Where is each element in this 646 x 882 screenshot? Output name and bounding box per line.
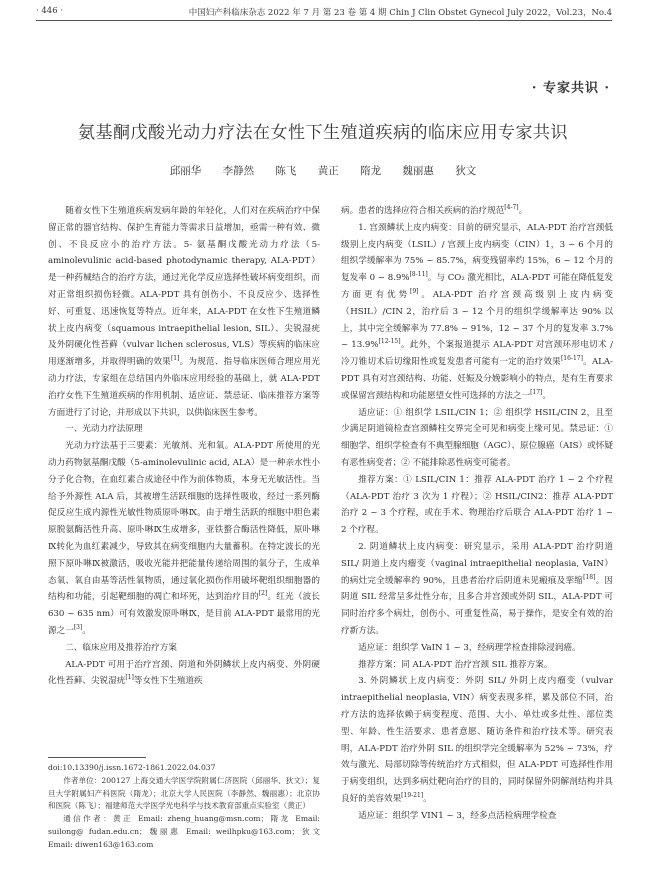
text-run: 推荐方案：① LSIL/CIN 1：推荐 ALA-PDT 治疗 1 ~ 2 个疗程（ALA-PDT 治疗 3 次为 1 疗程）；② HSIL/CIN2：推荐 ALA-PDT 治疗 2 ~ 3 个疗程，或在手术、物理治疗后联合 ALA-PDT 治疗 1 ~ 2 个疗程。 bbox=[341, 474, 613, 536]
body-paragraph bbox=[341, 539, 613, 640]
body-paragraph bbox=[341, 640, 613, 657]
citation-ref[interactable]: [1] bbox=[125, 674, 134, 682]
text-run: 。此外，个案报道提示 ALA-PDT 对宫颈环形电切术 / 冷刀锥切术后切缘阳性或复发患者可能有一定的治疗效果 bbox=[341, 340, 613, 368]
citation-ref[interactable]: [3] bbox=[73, 624, 83, 632]
corresponding-authors: 通信作者：黄正 Email: zheng_huang@msn.com；隋龙 Email: suilong@ fudan.edu.cn；魏丽惠 Email: weilhpku@163.com；狄文 Email: diwen163@163.com bbox=[48, 814, 320, 849]
left-column bbox=[48, 203, 320, 690]
footnote-rule bbox=[48, 757, 146, 758]
text-run: 。 bbox=[423, 793, 432, 804]
citation-ref[interactable]: [12-15] bbox=[378, 338, 401, 346]
text-run: 。红光（波长 630 ~ 635 nm）可有效激发原卟啉Ⅸ，是目前 ALA-PDT 最常用的光源之一 bbox=[48, 592, 320, 636]
citation-ref[interactable]: [16-17] bbox=[560, 355, 583, 363]
body-paragraph bbox=[48, 203, 320, 421]
text-run: 适应证：① 组织学 LSIL/CIN 1；② 组织学 HSIL/CIN 2，且至少满足阴道镜检查宫颈鳞柱交界完全可见和病变上缘可见。禁忌证：① 细胞学、组织学检查有不典型腺细胞（AGC）、原位腺癌（AIS）或怀疑有恶性病变者；② 不能排除恶性病变可能者。 bbox=[341, 407, 613, 468]
body-paragraph bbox=[341, 220, 613, 405]
right-column bbox=[341, 203, 613, 824]
text-run: 。与 CO₂ 激光相比，ALA-PDT 可能在降低复发方面更有优势 bbox=[341, 273, 613, 300]
header-rule bbox=[36, 20, 612, 21]
text-run: 光动力疗法基于三要素：光敏剂、光和氧。ALA-PDT 所使用的光动力药物氨基酮戊酸（5-aminolevulinic acid, ALA）是一种亲水性小分子化合物，在血红素合成途径中作为前体物质，本身无光敏活性。当给予外源性 ALA 后，其被增生活跃细胞的选择性吸收，经过一系列酶促反应生成内源性光敏性物质原卟啉Ⅸ。由于增生活跃的细胞中胆色素原脱氨酶活性升高、原卟啉Ⅸ生成增多，亚铁螯合酶活性降低，原卟啉Ⅸ转化为血红素减少，导致其在病变细胞内大量蓄积。在特定波长的光照下原卟啉Ⅸ被激活，吸收光能并把能量传递给周围的氧分子，生成单态氧、氧自由基等活性氧物质，通过氧化损伤作用破坏靶组织细胞器的结构和功能，引起靶细胞的凋亡和坏死，达到治疗目的 bbox=[48, 441, 320, 603]
text-run: 。 bbox=[82, 625, 91, 636]
section-heading bbox=[48, 640, 320, 657]
text-run: 。ALA-PDT 具有对宫颈结构、功能、妊娠及分娩影响小的特点，是有生育要求或保留宫颈结构和功能愿望女性可选择的方法之一 bbox=[341, 357, 613, 401]
body-paragraph bbox=[341, 808, 613, 825]
text-run: 一、光动力疗法原理 bbox=[65, 424, 143, 435]
citation-ref[interactable]: [2] bbox=[258, 590, 268, 598]
text-run: 3. 外阴鳞状上皮内病变：外阴 SIL/ 外阴上皮内瘤变（vulvar intraepithelial neoplasia, VIN）病变表现多样，累及部位不同，治疗方法的选择依赖于病变程度、范围、大小、单灶或多灶性、部位类型、年龄、性生活要求、患者意愿、随访条件和治疗技术等。研究表明，ALA-PDT 治疗外阴 SIL 的组织学完全缓解率为 52% ~ 73%，疗效与激光、局部切除等传统治疗方式相似，但 ALA-PDT 可选择性作用于病变组织，达到多病灶靶向治疗的目的，同时保留外阴解剖结构并具良好的美容效果 bbox=[341, 676, 613, 804]
citation-ref[interactable]: [9] bbox=[409, 288, 419, 296]
text-run: 推荐方案：同 ALA-PDT 治疗宫颈 SIL 推荐方案。 bbox=[358, 659, 553, 670]
body-paragraph bbox=[341, 657, 613, 674]
citation-ref[interactable]: [19-21] bbox=[401, 792, 424, 800]
body-paragraph bbox=[48, 438, 320, 640]
page-number: · 446 · bbox=[36, 6, 64, 16]
text-run: 。 bbox=[542, 390, 552, 401]
text-run: ALA-PDT 可用于治疗宫颈、阴道和外阴鳞状上皮内病变、外阴硬化性苔藓、尖锐湿疣 bbox=[48, 659, 320, 687]
citation-ref[interactable]: [17] bbox=[530, 388, 543, 396]
text-run: 2. 阴道鳞状上皮内病变：研究显示，采用 ALA-PDT 治疗阴道 SIL/ 阴道上皮内瘤变（vaginal intraepithelial neoplasia, VaIN）的病灶完全缓解率约 90%，且患者治疗后阴道未见瘢痕及挛缩 bbox=[341, 541, 613, 586]
journal-citation: 中国妇产科临床杂志 2022 年 7 月 第 23 卷 第 4 期 Chin J Clin Obstet Gynecol July 2022，Vol.23，No.4 bbox=[188, 8, 612, 18]
text-run: 二、临床应用及推荐治疗方案 bbox=[65, 642, 177, 653]
body-paragraph bbox=[341, 405, 613, 472]
section-heading bbox=[48, 421, 320, 438]
text-run: 等女性下生殖道疾 bbox=[133, 676, 203, 687]
text-run: 。ALA-PDT 治疗宫颈高级别上皮内病变（HSIL）/CIN 2，治疗后 3 ~ 12 个月的组织学缓解率达 90% 以上，其中完全缓解率为 77.8% ~ 91%，12 ~ 37 个月的复发率 3.7% ~ 13.9% bbox=[341, 289, 613, 351]
text-run: 随着女性下生殖道疾病发病年龄的年轻化，人们对在疾病治疗中保留正常的器官结构、保护生育能力等需求日益增加，亟需一种有效、微创、不良反应小的治疗方法。5- 氨基酮戊酸光动力疗法（5-aminolevulinic acid-based photodynamic therapy, ALA-PDT）是一种药械结合的治疗方法，通过光化学反应选择性破坏病变组织，而对正常组织损伤轻微。ALA-PDT 具有创伤小、不良反应少、选择性好、可重复、迅速恢复等特点。近年来，ALA-PDT 在女性下生殖道鳞状上皮内病变（squamous intraepithelial lesion, SIL）、尖锐湿疣及外阴硬化性苔藓（vulvar lichen sclerosus, VLS）等疾病的临床应用逐渐增多，并取得明确的效果 bbox=[48, 206, 320, 368]
text-run: 适应证：组织学 VaIN 1 ~ 3，经病理学检查排除浸润癌。 bbox=[358, 642, 581, 653]
text-run: 。为规范、指导临床医师合理应用光动力疗法，专家组在总结国内外临床应用经验的基础上，就 ALA-PDT 治疗女性下生殖道疾病的作用机制、适应证、禁忌证、临床推荐方案等方面进行了讨论，并形成以下共识，以供临床医生参考。 bbox=[48, 357, 320, 418]
body-paragraph bbox=[341, 203, 613, 220]
column-tag: · 专家共识 · bbox=[531, 81, 610, 96]
body-paragraph bbox=[341, 472, 613, 539]
citation-ref[interactable]: [8-11] bbox=[409, 271, 428, 279]
author-list: 邱丽华 李静然 陈飞 黄正 隋龙 魏丽惠 狄文 bbox=[169, 165, 477, 177]
body-paragraph bbox=[341, 673, 613, 807]
article-title: 氨基酮戊酸光动力疗法在女性下生殖道疾病的临床应用专家共识 bbox=[78, 123, 568, 143]
author-affiliations: 作者单位：200127 上海交通大学医学院附属仁济医院（邱丽华、狄文）；复旦大学附属妇产科医院（隋龙）；北京大学人民医院（李静然、魏丽惠）；北京协和医院（陈飞）；福建师范大学医学光电科学与技术教育部重点实验室（黄正） bbox=[48, 775, 320, 811]
text-run: 。 bbox=[518, 206, 528, 216]
doi[interactable]: doi:10.13390/j.issn.1672-1861.2022.04.037 bbox=[48, 763, 216, 772]
citation-ref[interactable]: [4-7] bbox=[504, 204, 519, 212]
footnote bbox=[48, 757, 320, 852]
text-run: 病。患者的选择应符合相关疾病的治疗规范 bbox=[341, 206, 505, 216]
body-paragraph bbox=[48, 657, 320, 691]
text-run: 适应证：组织学 VIN1 ~ 3，经多点活检病理学检查 bbox=[358, 810, 557, 821]
citation-ref[interactable]: [18] bbox=[583, 573, 596, 581]
text-run: 。因阴道 SIL 经常呈多灶性分布，且多合并宫颈或外阴 SIL，ALA-PDT 可同时治疗多个病灶，创伤小、可重复性高，易于操作，是安全有效的治疗新方法。 bbox=[341, 575, 613, 636]
citation-ref[interactable]: [1] bbox=[170, 355, 180, 363]
text-run: 1. 宫颈鳞状上皮内病变：目前的研究显示，ALA-PDT 治疗宫颈低级别上皮内病变（LSIL）/ 宫颈上皮内病变（CIN）1，3 ~ 6 个月的组织学缓解率为 75% ~ 85.7%，病变残留率约 15%，6 ~ 12 个月的复发率 0 ~ 8.9% bbox=[341, 222, 613, 284]
